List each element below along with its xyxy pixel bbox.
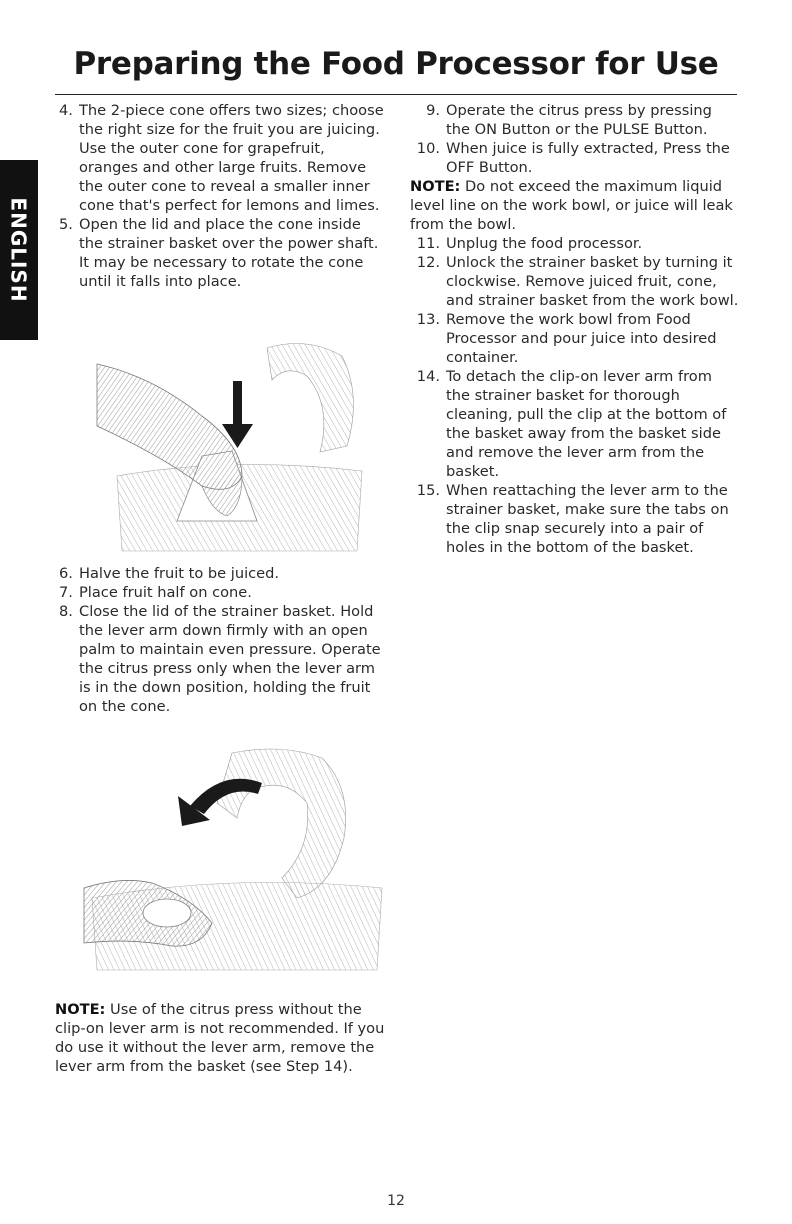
step-number: 7. <box>59 584 73 601</box>
step-number: 9. <box>426 102 440 119</box>
step-5 <box>55 215 385 291</box>
step-6 <box>55 564 385 583</box>
step-13 <box>410 310 740 367</box>
lid-closing-illustration <box>82 748 387 973</box>
cone-placement-drawing <box>92 336 372 556</box>
step-number: 14. <box>416 368 440 385</box>
step-number: 6. <box>59 565 73 582</box>
step-15 <box>410 481 740 557</box>
right-column <box>410 101 740 557</box>
left-column-middle <box>55 564 385 716</box>
step-number: 8. <box>59 603 73 620</box>
step-text: Unplug the food processor. <box>446 235 643 252</box>
language-tab-label: ENGLISH <box>7 197 31 303</box>
step-number: 15. <box>416 482 440 499</box>
step-number: 11. <box>416 235 440 252</box>
step-number: 10. <box>416 140 440 157</box>
step-11 <box>410 234 740 253</box>
down-arrow-icon <box>222 381 253 448</box>
page-number: 12 <box>387 1193 405 1209</box>
step-text: Close the lid of the strainer basket. Hold the lever arm down firmly with an open palm to maintain even pressure. Operate the citrus press only when the lever arm is in the down position, holding the fruit on the cone. <box>79 603 381 715</box>
step-number: 13. <box>416 311 440 328</box>
note-text: Use of the citrus press without the clip-on lever arm is not recommended. If you do use it without the lever arm, remove the lever arm from the basket (see Step 14). <box>55 1000 385 1075</box>
step-14 <box>410 367 740 481</box>
step-7 <box>55 583 385 602</box>
step-number: 12. <box>416 254 440 271</box>
step-text: The 2-piece cone offers two sizes; choose the right size for the fruit you are juicing. Use the outer cone for grapefruit, oranges and other large fruits. Remove the outer cone to reveal a smaller inner cone that's perfect for lemons and limes. <box>79 102 384 214</box>
cone-placement-illustration <box>92 336 372 556</box>
step-text: Operate the citrus press by pressing the ON Button or the PULSE Button. <box>446 102 712 138</box>
left-column-top <box>55 101 385 291</box>
step-9 <box>410 101 740 139</box>
step-text: Unlock the strainer basket by turning it clockwise. Remove juiced fruit, cone, and strainer basket from the work bowl. <box>446 254 739 309</box>
step-number: 5. <box>59 216 73 233</box>
bottom-note <box>55 1000 385 1076</box>
lid-closing-drawing <box>82 748 387 973</box>
page-title: Preparing the Food Processor for Use <box>73 46 719 82</box>
step-text: To detach the clip-on lever arm from the strainer basket for thorough cleaning, pull the clip at the bottom of the basket away from the basket side and remove the lever arm from the basket. <box>446 368 727 480</box>
step-8 <box>55 602 385 716</box>
note-text: Do not exceed the maximum liquid level line on the work bowl, or juice will leak from the bowl. <box>410 178 733 233</box>
note-label: NOTE: <box>55 1000 106 1018</box>
step-text: Open the lid and place the cone inside the strainer basket over the power shaft. It may be necessary to rotate the cone until it falls into place. <box>79 216 379 290</box>
right-note <box>410 177 740 234</box>
title-rule <box>55 94 737 95</box>
step-text: When juice is fully extracted, Press the OFF Button. <box>446 140 730 176</box>
step-number: 4. <box>59 102 73 119</box>
step-text: Place fruit half on cone. <box>79 584 252 601</box>
step-12 <box>410 253 740 310</box>
step-10 <box>410 139 740 177</box>
step-text: Halve the fruit to be juiced. <box>79 565 280 582</box>
step-text: Remove the work bowl from Food Processor and pour juice into desired container. <box>446 311 717 366</box>
language-tab <box>0 160 38 340</box>
note-label: NOTE: <box>410 178 461 195</box>
step-text: When reattaching the lever arm to the strainer basket, make sure the tabs on the clip snap securely into a pair of holes in the bottom of the basket. <box>446 482 729 556</box>
step-4 <box>55 101 385 215</box>
